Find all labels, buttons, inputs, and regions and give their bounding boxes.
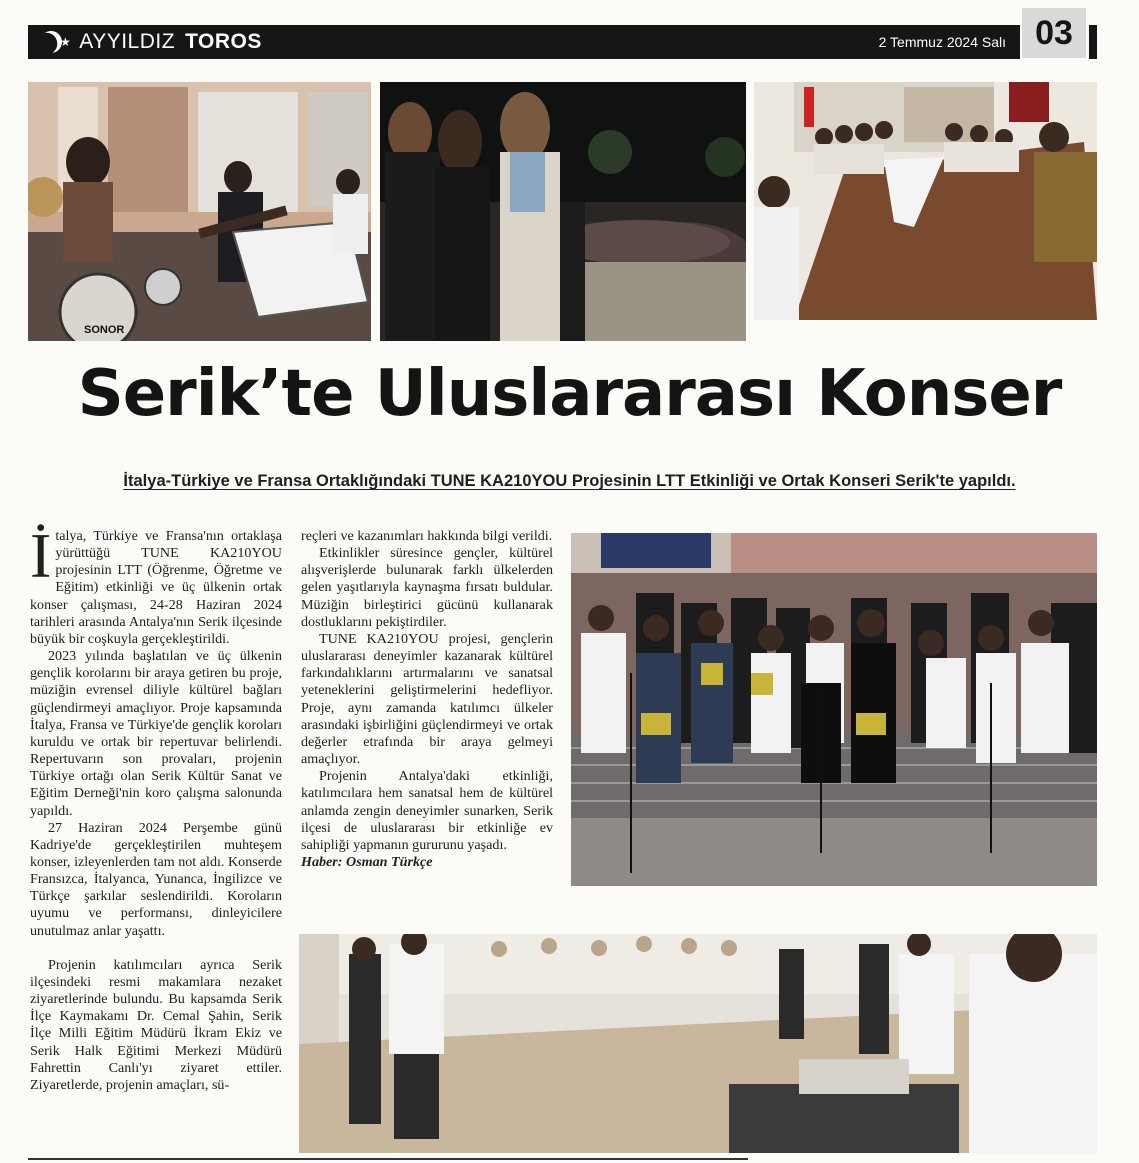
photo-choir-group (571, 533, 1097, 886)
header-edge-bar (1089, 25, 1097, 59)
photo-band-performance (28, 82, 371, 341)
paragraph: reçleri ve kazanımları hakkında bilgi verildi. (301, 528, 553, 544)
masthead-bar (28, 25, 1020, 59)
paragraph: 27 Haziran 2024 Perşembe günü Kadriye'de gerçekleştirilen muhteşem konser, izleyenlerden tam not aldı. Konserde Fransızca, İtalyanca, Yunanca, İngilizce ve Türkçe şarkılar seslendirildi. Koroların uyumu ve performansı, dinleyicilere unutulmaz anlar yaşattı. (30, 819, 282, 939)
newspaper-logo[interactable] (40, 30, 262, 54)
photo-official-visit (754, 82, 1097, 320)
drum-brand-label: SONOR (84, 324, 125, 336)
drop-cap: İ (30, 520, 52, 591)
brand-name-light: AYYILDIZ (79, 30, 176, 53)
paragraph: Projenin katılımcıları ayrıca Serik ilçesindeki resmi makamlara nezaket ziyaretlerinde bulundu. Bu kapsamda Serik İlçe Kaymakamı Dr. Cemal Şahin, Serik İlçe Milli Eğitim Müdürü İkram Ekiz ve Serik Halk Eğitimi Merkezi Müdürü Fahrettin Canlı'yı ziyaret ettiler. Ziyaretlerde, projenin amaçları, sü- (30, 956, 282, 1093)
issue-date: 2 Temmuz 2024 Salı (878, 34, 1006, 50)
paragraph: Etkinlikler süresince gençler, kültürel alışverişlerde bulunarak farklı ülkelerden gelen yaşıtlarıyla kaynaşma fırsatı buldular. Müziğin birleştirici gücünü kullanarak dostluklarını pekiştirdiler. (301, 545, 553, 630)
crescent-icon (37, 28, 65, 56)
star-icon: ★ (60, 35, 72, 49)
article-headline: Serik’te Uluslararası Konser (77, 357, 1062, 431)
paragraph-intro (30, 520, 282, 648)
intro-text: talya, Türkiye ve Fransa'nın ortaklaşa yürüttüğü TUNE KA210YOU projesinin LTT (Öğrenme, Öğretme ve Eğitim) etkinliği ve üç ülkenin ortak konser çalışması, 24-28 Haziran 2024 tarihleri arasında Antalya'nın Serik ilçesinde büyük bir coşkuyla gerçekleştirildi. (30, 528, 282, 647)
article-byline: Haber: Osman Türkçe (301, 853, 433, 870)
paragraph: TUNE KA210YOU projesi, gençlerin uluslararası deneyimler kazanarak kültürel farkındalıklarını artırmalarını ve sanatsal yeteneklerini geliştirmelerini hedefliyor. Proje, aynı zamanda katılımcı ülkeler arasındaki işbirliğini güçlendirmeyi ve ortak değerler etrafında bir araya gelmeyi amaçlıyor. (301, 630, 553, 768)
brand-name-bold: TOROS (185, 30, 262, 53)
paragraph: 2023 yılında başlatılan ve üç ülkenin gençlik korolarını bir araya getiren bu proje, müziğin evrensel diliyle kültürel bağları güçlendirmeyi amaçlıyor. Proje kapsamında İtalya, Fransa ve Türkiye'de gençlik koroları kuruldu ve ortak bir repertuvar belirlendi. Repertuvarın son provaları, projenin Türkiye ortağı olan Serik Kültür Sanat ve Eğitim Derneği'nin koro çalışma salonunda yapıldı. (30, 648, 282, 819)
bottom-rule (28, 1158, 748, 1160)
article-subheadline (0, 472, 1139, 491)
subheadline-text: İtalya-Türkiye ve Fransa Ortaklığındaki TUNE KA210YOU Projesinin LTT Etkinliği ve Ortak Konseri Serik'te yapıldı. (123, 472, 1016, 490)
article-column-2 (301, 528, 553, 871)
paragraph: Projenin Antalya'daki etkinliği, katılımcılara hem sanatsal hem de kültürel anlamda zengin deneyimler sunarken, Serik ilçesi de uluslararası bir etkinliğe ev sahipliği yapmanın gururunu yaşadı. (301, 768, 553, 853)
spacer (30, 940, 282, 957)
article-column-1 (30, 520, 282, 1094)
photo-night-concert (380, 82, 746, 341)
page-number: 03 (1022, 8, 1086, 58)
photo-rehearsal-room (299, 934, 1097, 1153)
